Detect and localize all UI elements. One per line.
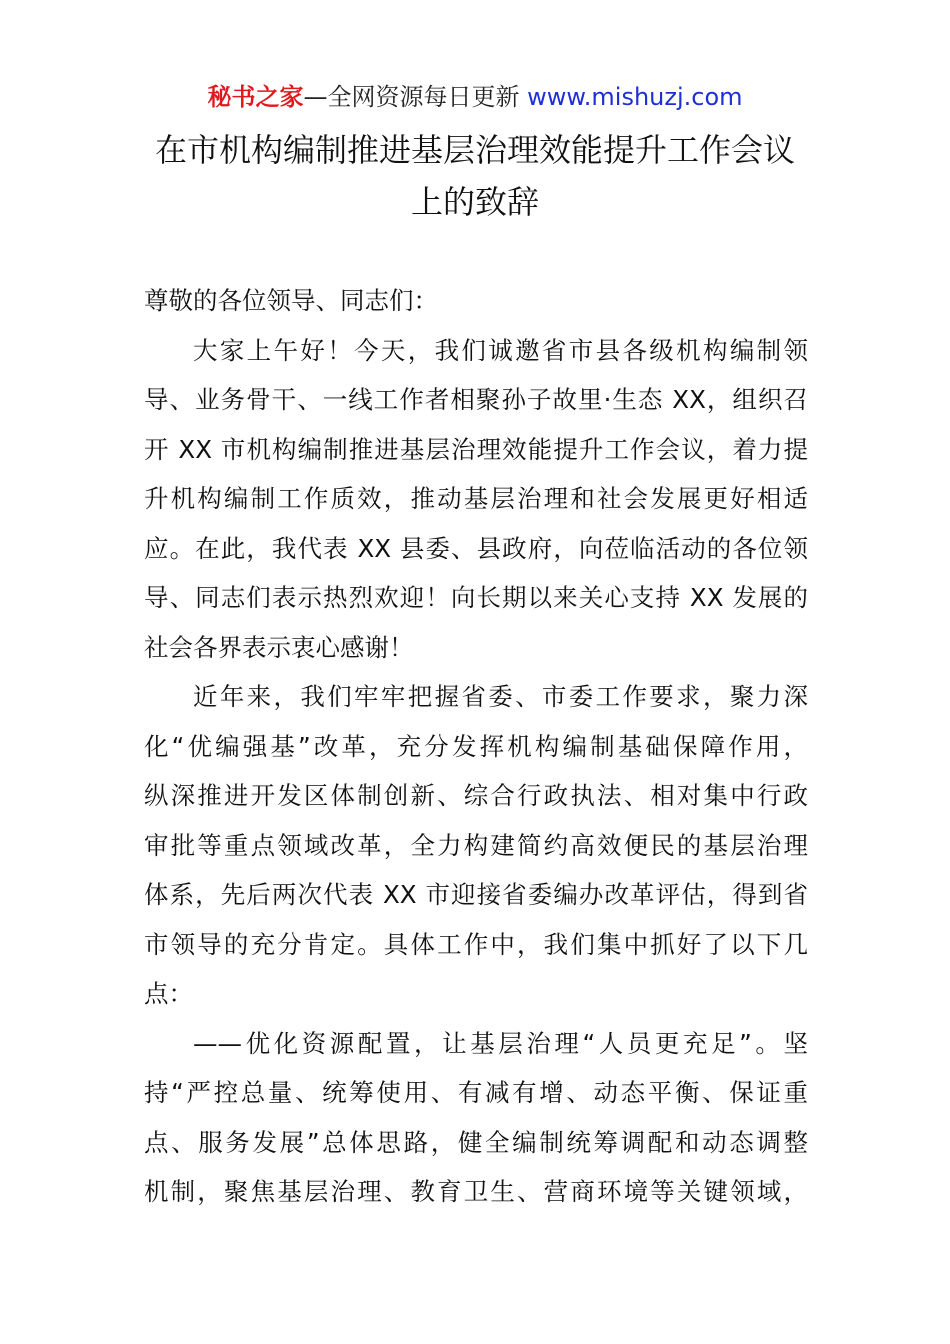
paragraph-recent-work [144,672,808,1019]
paragraph-line: 机制，聚焦基层治理、教育卫生、营商环境等关键领域， [144,1177,808,1206]
paragraph-line: 应。在此，我代表 XX 县委、县政府，向莅临活动的各位领 [144,533,808,563]
site-url-link[interactable]: www.mishuzj.com [527,83,743,111]
paragraph-line: ——优化资源配置，让基层治理“人员更充足”。坚 [193,1028,808,1058]
paragraph-line: 大家上午好！今天，我们诚邀省市县各级机构编制领 [193,335,808,365]
paragraph-line: 社会各界表示衷心感谢！ [144,632,414,662]
paragraph-line: 点、服务发展”总体思路，健全编制统筹调配和动态调整 [144,1127,808,1157]
paragraph-line: 升机构编制工作质效，推动基层治理和社会发展更好相适 [144,484,808,513]
paragraph-line: 导、同志们表示热烈欢迎！向长期以来关心支持 XX 发展的 [144,583,808,612]
paragraph-resource-allocation [144,1019,808,1217]
document-title [120,124,830,228]
paragraph-line: 市领导的充分肯定。具体工作中，我们集中抓好了以下几 [144,929,808,959]
paragraph-line: 持“严控总量、统筹使用、有减有增、动态平衡、保证重 [144,1078,808,1107]
paragraph-line: 导、业务骨干、一线工作者相聚孙子故里·生态 XX，组织召 [144,385,808,414]
document-title-line-1: 在市机构编制推进基层治理效能提升工作会议 [154,131,795,169]
document-title-line-2: 上的致辞 [410,183,539,221]
site-brand: 秘书之家 [207,83,304,111]
paragraph-line: 化“优编强基”改革，充分发挥机构编制基础保障作用， [144,731,808,761]
greeting: 尊敬的各位领导、同志们： [144,286,438,315]
paragraph-line: 近年来，我们牢牢把握省委、市委工作要求，聚力深 [193,682,808,711]
site-tagline: —全网资源每日更新 [303,83,528,111]
paragraph-line: 开 XX 市机构编制推进基层治理效能提升工作会议，着力提 [144,434,808,464]
site-banner [0,80,950,114]
paragraph-line: 审批等重点领域改革，全力构建简约高效便民的基层治理 [144,830,808,860]
paragraph-line: 体系，先后两次代表 XX 市迎接省委编办改革评估，得到省 [144,880,808,909]
paragraph-line: 纵深推进开发区体制创新、综合行政执法、相对集中行政 [144,781,808,810]
paragraph-welcome [144,326,808,673]
paragraph-line: 点： [144,979,193,1008]
document-body [144,276,808,1217]
